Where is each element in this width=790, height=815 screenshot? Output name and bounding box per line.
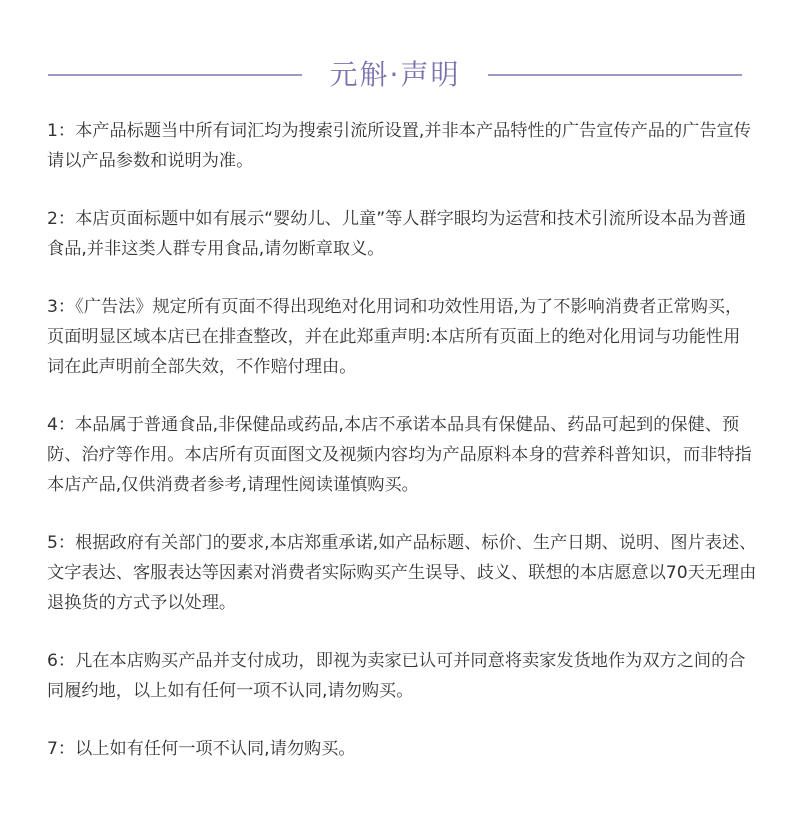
- statement-item-1: 1：本产品标题当中所有词汇均为搜索引流所设置,并非本产品特性的广告宣传产品的广告宣传请以产品参数和说明为准。: [47, 121, 751, 171]
- declaration-header: [48, 52, 742, 98]
- statement-item-4: 4：本品属于普通食品,非保健品或药品,本店不承诺本品具有保健品、药品可起到的保健、预防、治疗等作用。本店所有页面图文及视频内容均为产品原料本身的营养科普知识，而非特指本店产品,仅供消费者参考,请理性阅读谨慎购买。: [47, 415, 752, 495]
- statement-item-5: 5：根据政府有关部门的要求,本店郑重承诺,如产品标题、标价、生产日期、说明、图片表述、文字表达、客服表达等因素对消费者实际购买产生误导、歧义、联想的本店愿意以70天无理由退换货的方式予以处理。: [47, 533, 757, 613]
- statement-list: [47, 116, 757, 764]
- header-left-divider: [48, 74, 302, 76]
- statement-item-7: 7：以上如有任何一项不认同,请勿购买。: [47, 739, 356, 759]
- statement-item-2: 2：本店页面标题中如有展示“婴幼儿、儿童”等人群字眼均为运营和技术引流所设本品为普通食品,并非这类人群专用食品,请勿断章取义。: [47, 209, 747, 259]
- statement-item-6: 6：凡在本店购买产品并支付成功，即视为卖家已认可并同意将卖家发货地作为双方之间的合同履约地，以上如有任何一项不认同,请勿购买。: [47, 651, 746, 701]
- statement-item-3: 3：《广告法》规定所有页面不得出现绝对化用词和功效性用语,为了不影响消费者正常购买，页面明显区域本店已在排查整改，并在此郑重声明:本店所有页面上的绝对化用词与功能性用词在此声明前全部失效，不作赔付理由。: [47, 297, 743, 377]
- page-title: 元斛·声明: [329, 58, 461, 91]
- header-right-divider: [488, 74, 742, 76]
